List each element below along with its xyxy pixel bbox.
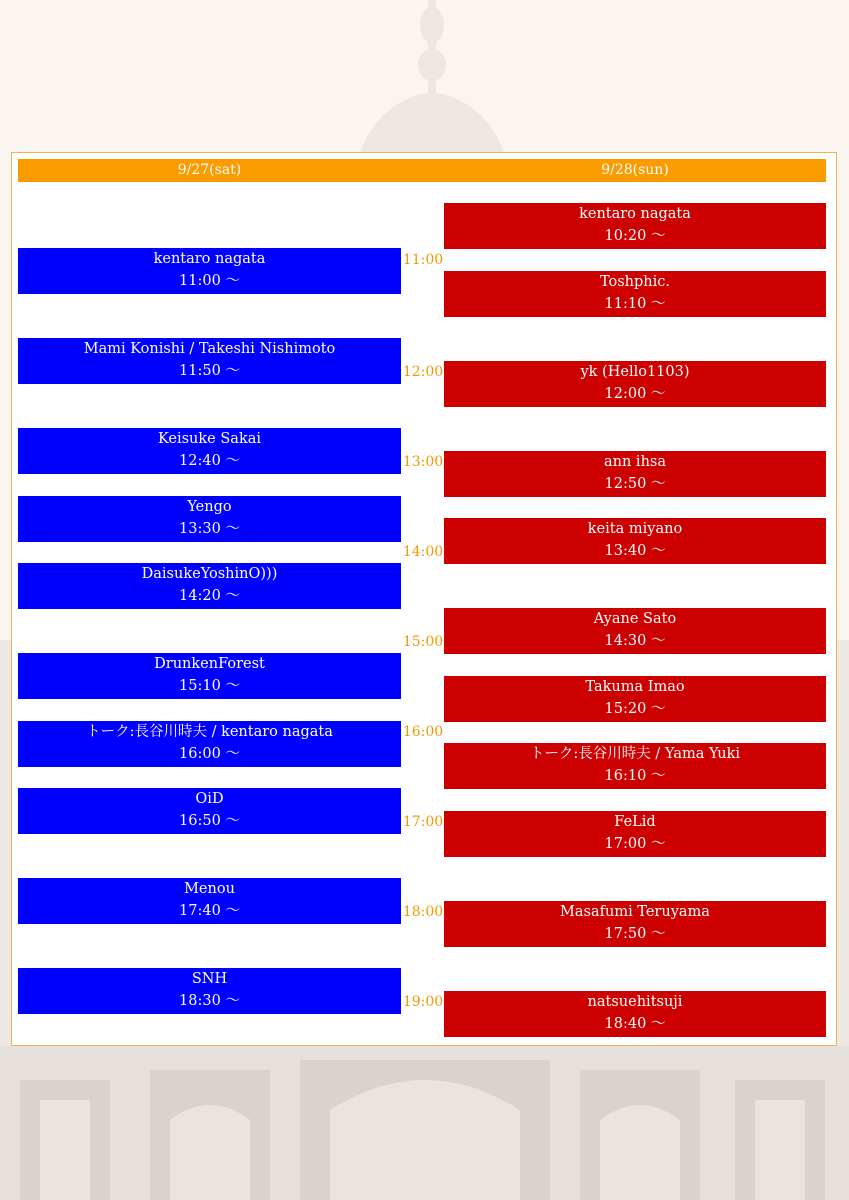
performer-name: OiD bbox=[195, 791, 224, 807]
sat-slot bbox=[18, 248, 401, 294]
start-time: 11:10 〜 bbox=[604, 296, 666, 312]
performer-name: Masafumi Teruyama bbox=[560, 904, 710, 920]
start-time: 15:20 〜 bbox=[604, 701, 666, 717]
performer-name: Takuma Imao bbox=[585, 679, 685, 695]
sun-slot bbox=[444, 451, 826, 497]
sat-slot bbox=[18, 338, 401, 384]
sat-slot bbox=[18, 563, 401, 609]
start-time: 10:20 〜 bbox=[604, 228, 666, 244]
sun-slot bbox=[444, 811, 826, 857]
hour-marker: 15:00 bbox=[402, 634, 444, 650]
performer-name: keita miyano bbox=[587, 521, 683, 537]
hour-marker: 18:00 bbox=[402, 904, 444, 920]
start-time: 11:00 〜 bbox=[179, 273, 240, 289]
sun-slot bbox=[444, 271, 826, 317]
performer-name: FeLid bbox=[614, 814, 656, 830]
sat-slot bbox=[18, 878, 401, 924]
day-header-sun: 9/28(sun) bbox=[601, 162, 669, 178]
start-time: 14:30 〜 bbox=[604, 633, 666, 649]
performer-name: DaisukeYoshinO))) bbox=[141, 566, 278, 582]
start-time: 17:00 〜 bbox=[604, 836, 666, 852]
sun-slot bbox=[444, 743, 826, 789]
start-time: 18:40 〜 bbox=[604, 1016, 666, 1032]
start-time: 16:00 〜 bbox=[179, 746, 240, 762]
hour-marker: 13:00 bbox=[402, 454, 444, 470]
sun-slot bbox=[444, 518, 826, 564]
sat-slot bbox=[18, 968, 401, 1014]
sat-slot bbox=[18, 653, 401, 699]
performer-name: Menou bbox=[184, 881, 235, 897]
performer-name: Ayane Sato bbox=[593, 611, 677, 627]
start-time: 13:40 〜 bbox=[604, 543, 666, 559]
performer-name: ann ihsa bbox=[604, 454, 666, 470]
sun-slot bbox=[444, 901, 826, 947]
start-time: 14:20 〜 bbox=[179, 588, 240, 604]
performer-name: natsuehitsuji bbox=[587, 994, 683, 1010]
hour-marker: 12:00 bbox=[402, 364, 444, 380]
hour-marker: 16:00 bbox=[402, 724, 444, 740]
sat-slot bbox=[18, 788, 401, 834]
performer-name: Toshphic. bbox=[599, 274, 671, 290]
hour-marker: 11:00 bbox=[402, 252, 444, 268]
start-time: 12:40 〜 bbox=[179, 453, 240, 469]
performer-name: トーク:長谷川時夫 / kentaro nagata bbox=[86, 724, 333, 740]
sun-slot bbox=[444, 361, 826, 407]
performer-name: kentaro nagata bbox=[579, 206, 691, 222]
start-time: 18:30 〜 bbox=[179, 993, 240, 1009]
performer-name: SNH bbox=[191, 971, 228, 987]
performer-name: トーク:長谷川時夫 / Yama Yuki bbox=[529, 746, 741, 762]
sun-slot bbox=[444, 608, 826, 654]
performer-name: DrunkenForest bbox=[154, 656, 265, 672]
sat-slot bbox=[18, 721, 401, 767]
performer-name: Yengo bbox=[187, 499, 232, 515]
start-time: 16:50 〜 bbox=[179, 813, 240, 829]
performer-name: Mami Konishi / Takeshi Nishimoto bbox=[83, 341, 336, 357]
performer-name: Keisuke Sakai bbox=[157, 431, 262, 447]
start-time: 15:10 〜 bbox=[179, 678, 240, 694]
sun-slot bbox=[444, 991, 826, 1037]
sun-slot bbox=[444, 203, 826, 249]
start-time: 17:40 〜 bbox=[179, 903, 240, 919]
hour-marker: 19:00 bbox=[402, 994, 444, 1010]
day-header-sat: 9/27(sat) bbox=[177, 162, 242, 178]
sat-slot bbox=[18, 496, 401, 542]
sat-slot bbox=[18, 428, 401, 474]
start-time: 12:00 〜 bbox=[604, 386, 666, 402]
sun-slot bbox=[444, 676, 826, 722]
performer-name: yk (Hello1103) bbox=[580, 364, 690, 380]
start-time: 17:50 〜 bbox=[604, 926, 666, 942]
start-time: 16:10 〜 bbox=[604, 768, 666, 784]
start-time: 11:50 〜 bbox=[179, 363, 240, 379]
start-time: 13:30 〜 bbox=[179, 521, 240, 537]
hour-marker: 14:00 bbox=[402, 544, 444, 560]
performer-name: kentaro nagata bbox=[153, 251, 266, 267]
hour-marker: 17:00 bbox=[402, 814, 444, 830]
start-time: 12:50 〜 bbox=[604, 476, 666, 492]
